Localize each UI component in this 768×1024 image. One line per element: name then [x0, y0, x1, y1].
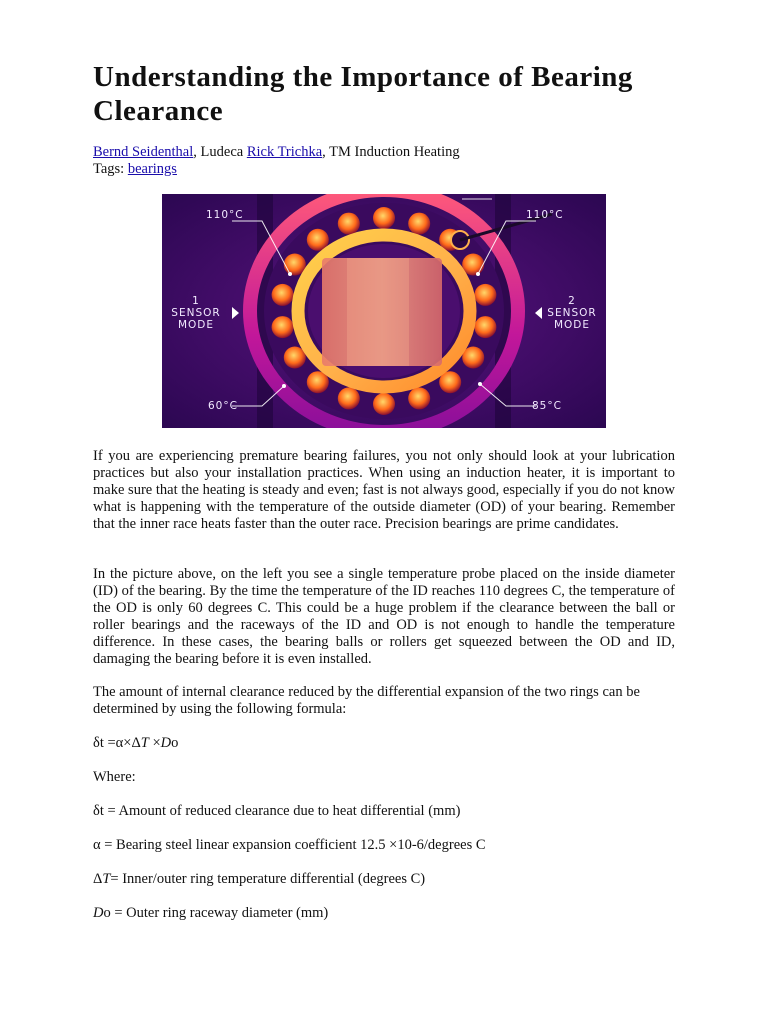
definition-temp-differential [93, 871, 675, 888]
author-link-bernd-seidenthal[interactable]: Bernd Seidenthal [93, 144, 194, 160]
sensor1-line2: MODE [177, 319, 215, 331]
def4-d: D [93, 905, 104, 921]
bearing-ball [338, 213, 360, 235]
formula-alpha: α× [115, 735, 132, 751]
bearing-ball [408, 213, 430, 235]
sensor2-mode-label [538, 295, 606, 331]
thermal-bearing-image [162, 194, 606, 428]
sensor1-number: 1 [192, 295, 200, 307]
sensor1-mode-label [162, 295, 230, 331]
paragraph-1: If you are experiencing premature bearing failures, you not only should look at your lubrication practices but also your installation practices. When using an induction heater, it is important to make sure that the heating is steady and even; fast is not always good, especially if you do not know what is happening with the temperature of the outside diameter (OD) of your bearing. Remember that the inner race heats faster than the outer race. Precision bearings are prime candidates. [93, 448, 675, 532]
tags-label: Tags: [93, 161, 128, 177]
def4-text: o = Outer ring raceway diameter (mm) [103, 905, 329, 921]
def3-t: T [102, 871, 111, 887]
bearing-ball [272, 316, 294, 338]
bearing-ball [338, 387, 360, 409]
page-title: Understanding the Importance of Bearing Clearance [93, 61, 633, 127]
sensor1-line1: SENSOR [171, 307, 221, 319]
formula-times: × [148, 735, 161, 751]
formula-lhs: δt = [93, 735, 116, 751]
bearing-ball [373, 207, 395, 229]
label-bottom-left-temp: 60°C [208, 400, 238, 412]
label-top-left-temp: 110°C [206, 209, 244, 221]
bearing-ball [272, 284, 294, 306]
tag-link-bearings[interactable]: bearings [127, 161, 177, 177]
bearing-ball [474, 316, 496, 338]
sensor2-line2: MODE [553, 319, 591, 331]
label-top-right-temp: 110°C [526, 209, 564, 221]
def3-text: = Inner/outer ring temperature differential (degrees C) [110, 871, 426, 887]
author-org-tm-induction: , TM Induction Heating [322, 144, 460, 160]
formula-o: o [171, 735, 179, 751]
bearing-ball [474, 284, 496, 306]
paragraph-2: In the picture above, on the left you see a single temperature probe placed on the inside diameter (ID) of the bearing. By the time the temperature of the ID reaches 110 degrees C, the temperature of the OD is only 60 degrees C. This could be a huge problem if the clearance between the ball or roller bearings and the raceways of the ID and OD is not enough to handle the temperature difference. In these cases, the bearing balls or rollers get squeezed between the OD and ID, damaging the bearing before it is even installed. [93, 566, 675, 667]
clearance-formula [93, 735, 675, 752]
def3-delta: Δ [93, 871, 103, 887]
formula-delta: Δ [131, 735, 141, 751]
tags-line [93, 161, 177, 178]
author-org-ludeca: , Ludeca [193, 144, 247, 160]
definition-alpha: α = Bearing steel linear expansion coefficient 12.5 ×10-6/degrees C [93, 837, 486, 853]
sensor2-line1: SENSOR [547, 307, 597, 319]
paragraph-3: The amount of internal clearance reduced by the differential expansion of the two rings can be determined by using the following formula: [93, 684, 640, 717]
sensor2-number: 2 [568, 295, 576, 307]
label-bottom-right-temp: 85°C [532, 400, 562, 412]
bearing-ball [373, 393, 395, 415]
author-link-rick-trichka[interactable]: Rick Trichka [246, 144, 323, 160]
byline [93, 144, 460, 161]
formula-d: D [160, 735, 172, 751]
formula-t: T [140, 735, 149, 751]
definition-outer-diameter [93, 905, 675, 922]
definition-delta-t: δt = Amount of reduced clearance due to heat differential (mm) [93, 803, 461, 819]
bearing-ball [408, 387, 430, 409]
where-label: Where: [93, 769, 136, 785]
